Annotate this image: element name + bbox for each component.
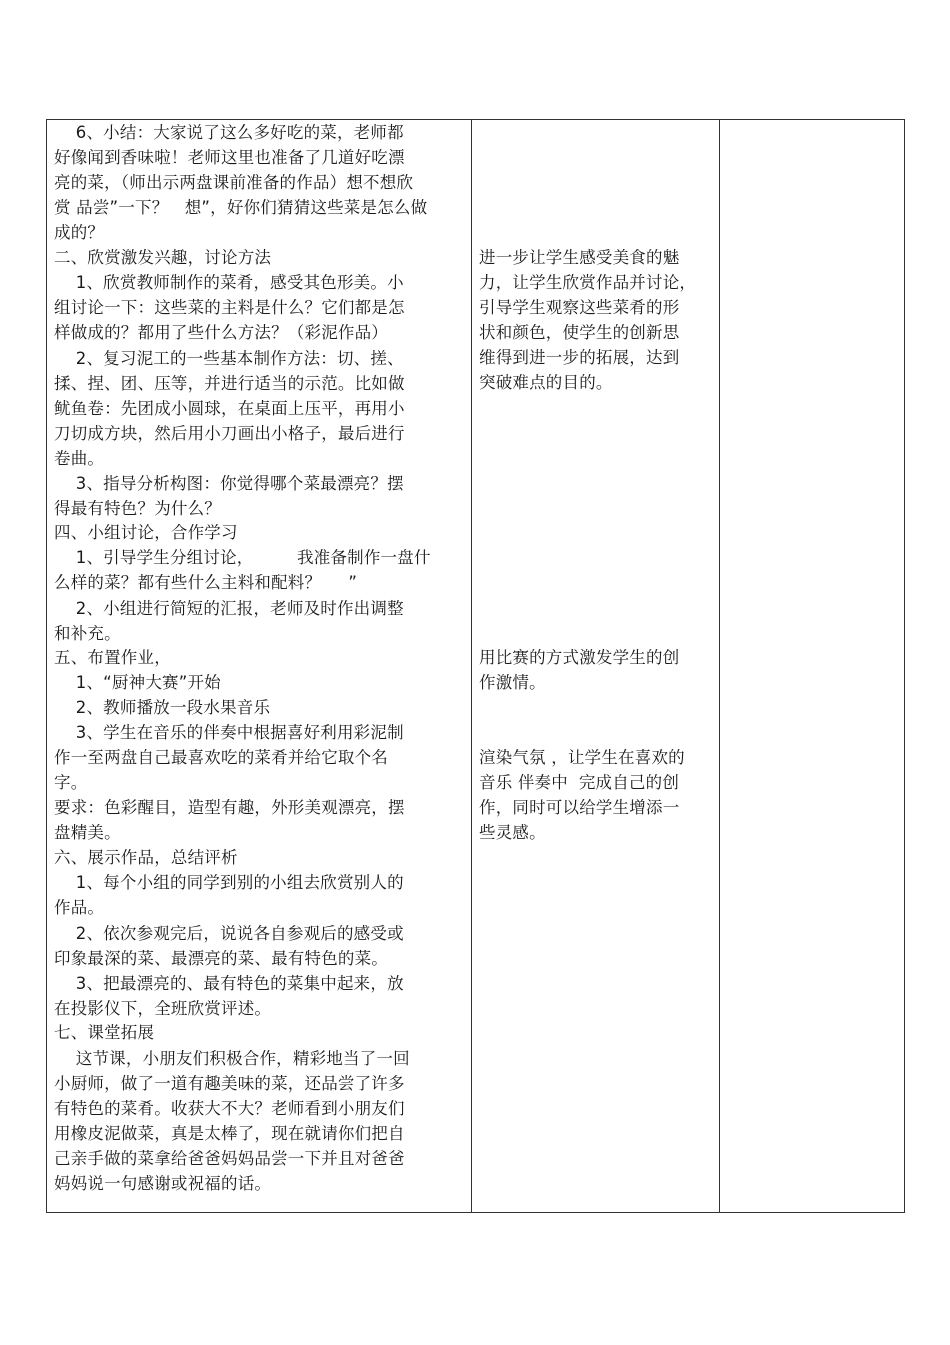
- section-heading: 五、布置作业，: [54, 648, 171, 667]
- paragraph: 用比赛的方式激发学生的创 作激情。: [479, 648, 680, 692]
- section-heading: 二、欣赏激发兴趣，讨论方法: [54, 248, 272, 267]
- paragraph: 1、“厨神大赛”开始: [54, 673, 221, 692]
- paragraph: 这节课，小朋友们积极合作，精彩地当了一回 小厨师，做了一道有趣美味的菜，还品尝了许多 有特色的菜肴。收获大不大？老师看到小朋友们 用橡皮泥做菜，真是太棒了，现在就请你们把自 己亲手做的菜拿给爸爸妈妈品尝一下并且对爸爸 妈妈说一句感谢或祝福的话。: [54, 1049, 410, 1193]
- paragraph: 6、小结：大家说了这么多好吃的菜，老师都 好像闻到香味啦！老师这里也准备了几道好吃漂 亮的菜，（师出示两盘课前准备的作品）想不想欣 赏 品尝”一下？ 想”，好你们猜猜这些菜是怎么做 成的？: [54, 123, 428, 242]
- section-heading: 四、小组讨论，合作学习: [54, 523, 238, 542]
- paragraph: 渲染气氛 ，让学生在喜欢的 音乐 伴奏中 完成自己的创 作，同时可以给学生增添一 些灵感。: [479, 748, 685, 842]
- paragraph: 2、小组进行简短的汇报，老师及时作出调整 和补充。: [54, 599, 404, 643]
- paragraph: 3、指导分析构图：你觉得哪个菜最漂亮？摆 得最有特色？为什么？: [54, 474, 404, 518]
- paragraph: 要求：色彩醒目，造型有趣，外形美观漂亮，摆 盘精美。: [54, 798, 405, 842]
- paragraph: 1、引导学生分组讨论， 我准备制作一盘什 么样的菜？都有些什么主料和配料？ ”: [54, 548, 431, 592]
- paragraph: 2、依次参观完后，说说各自参观后的感受或 印象最深的菜、最漂亮的菜、最有特色的菜。: [54, 924, 404, 968]
- paragraph: 1、欣赏教师制作的菜肴，感受其色形美。小 组讨论一下：这些菜的主料是什么？它们都是怎 样做成的？都用了些什么方法？（彩泥作品）: [54, 273, 405, 342]
- lesson-plan-table: [46, 119, 905, 1213]
- column-divider: [471, 120, 472, 1212]
- paragraph: 3、把最漂亮的、最有特色的菜集中起来，放 在投影仪下，全班欣赏评述。: [54, 974, 404, 1018]
- section-heading: 七、课堂拓展: [54, 1023, 155, 1042]
- section-heading: 六、展示作品，总结评析: [54, 848, 238, 867]
- paragraph: 2、复习泥工的一些基本制作方法：切、搓、 揉、捏、团、压等，并进行适当的示范。比如做 鱿鱼卷：先团成小圆球，在桌面上压平，再用小 刀切成方块，然后用小刀画出小格子，最后进行 卷曲。: [54, 349, 405, 468]
- paragraph: 3、学生在音乐的伴奏中根据喜好利用彩泥制 作一至两盘自己最喜欢吃的菜肴并给它取个名 字。: [54, 723, 404, 792]
- paragraph: 2、教师播放一段水果音乐: [54, 698, 271, 717]
- paragraph: 进一步让学生感受美食的魅 力，让学生欣赏作品并讨论， 引导学生观察这些菜肴的形 状和颜色，使学生的创新思 维得到进一步的拓展，达到 突破难点的目的。: [479, 248, 697, 392]
- notes-column: [720, 120, 905, 1212]
- paragraph: 1、每个小组的同学到别的小组去欣赏别人的 作品。: [54, 873, 404, 917]
